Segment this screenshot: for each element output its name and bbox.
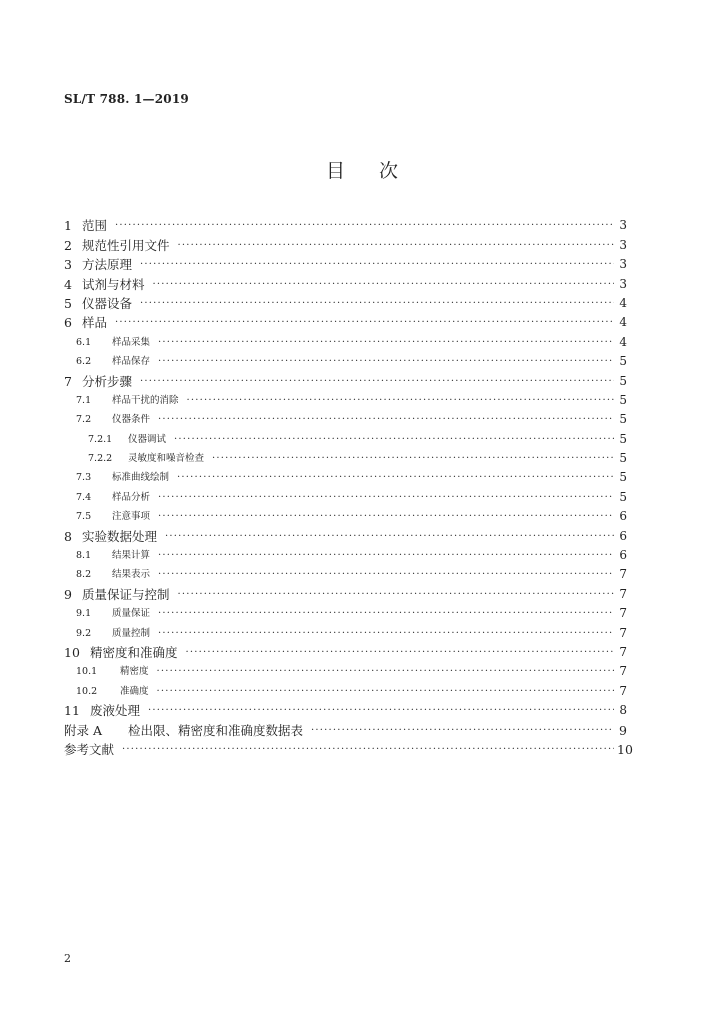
toc-entry[interactable] xyxy=(64,584,627,603)
toc-entry-number: 10 xyxy=(64,644,80,660)
toc-leader-dots xyxy=(178,236,614,255)
toc-entry[interactable] xyxy=(64,526,627,545)
toc-entry-number: 6 xyxy=(64,315,72,331)
toc-leader-dots xyxy=(158,604,614,623)
toc-leader-dots xyxy=(158,565,614,584)
toc-entry-number: 6.2 xyxy=(76,356,92,368)
toc-entry-number: 附录 A xyxy=(64,722,103,738)
toc-entry[interactable] xyxy=(64,429,627,448)
toc-leader-dots xyxy=(158,507,614,526)
toc-entry-title: 标准曲线绘制 xyxy=(112,472,170,484)
toc-entry[interactable] xyxy=(64,332,627,351)
toc-leader-dots xyxy=(115,216,614,235)
toc-entry[interactable] xyxy=(64,352,627,371)
toc-entry[interactable] xyxy=(64,391,627,410)
toc-entry-page: 9 xyxy=(619,722,627,738)
toc-entry[interactable] xyxy=(64,371,627,390)
toc-entry-title: 样品采集 xyxy=(112,336,151,348)
toc-entry-page: 5 xyxy=(619,373,627,388)
toc-entry[interactable] xyxy=(64,449,627,468)
toc-leader-dots xyxy=(186,643,614,662)
toc-entry[interactable] xyxy=(64,565,627,584)
toc-entry-number: 8 xyxy=(64,528,72,544)
toc-leader-dots xyxy=(158,352,614,371)
toc-entry-title: 范围 xyxy=(82,218,108,234)
toc-entry-title: 样品 xyxy=(82,315,108,331)
toc-entry-title: 参考文献 xyxy=(64,741,115,757)
toc-entry-number: 7.2.1 xyxy=(88,433,113,445)
toc-entry-number: 7.1 xyxy=(76,394,92,406)
toc-entry[interactable] xyxy=(64,720,627,739)
toc-entry-page: 6 xyxy=(619,509,627,524)
toc-entry-number: 8.2 xyxy=(76,569,92,581)
toc-entry[interactable] xyxy=(64,274,627,293)
toc-entry-title: 结果计算 xyxy=(112,550,151,562)
toc-leader-dots xyxy=(148,701,614,720)
toc-entry-title: 样品分析 xyxy=(112,491,151,503)
toc-leader-dots xyxy=(140,255,614,274)
toc-entry-number: 7.4 xyxy=(76,491,92,503)
toc-entry[interactable] xyxy=(64,681,627,700)
toc-entry-page: 5 xyxy=(619,451,627,466)
toc-entry-title: 仪器调试 xyxy=(128,433,167,445)
toc-entry-page: 5 xyxy=(619,470,627,485)
toc-entry-title: 规范性引用文件 xyxy=(82,237,170,253)
toc-entry-number: 7.2 xyxy=(76,414,92,426)
toc-entry-number: 7.2.2 xyxy=(88,453,113,465)
toc-entry-number: 1 xyxy=(64,218,72,234)
toc-entry-title: 精密度 xyxy=(120,666,149,678)
toc-entry-page: 3 xyxy=(619,237,627,252)
toc-entry-page: 3 xyxy=(619,257,627,272)
toc-entry-page: 7 xyxy=(619,567,627,582)
toc-entry-title: 精密度和准确度 xyxy=(90,644,178,660)
toc-entry[interactable] xyxy=(64,507,627,526)
toc-entry-title: 注意事项 xyxy=(112,511,151,523)
toc-leader-dots xyxy=(187,391,614,410)
toc-entry-page: 7 xyxy=(619,625,627,640)
toc-entry-page: 7 xyxy=(619,644,627,659)
toc-entry-title: 实验数据处理 xyxy=(82,528,158,544)
standard-code: SL/T 788. 1—2019 xyxy=(64,92,189,106)
toc-leader-dots xyxy=(158,546,614,565)
toc-entry-title: 仪器设备 xyxy=(82,295,133,311)
toc-entry[interactable] xyxy=(64,604,627,623)
toc-entry[interactable] xyxy=(64,294,627,313)
toc-entry-number: 9.2 xyxy=(76,627,92,639)
toc-entry-title: 样品保存 xyxy=(112,356,151,368)
toc-leader-dots xyxy=(177,468,614,487)
toc-entry[interactable] xyxy=(64,313,627,332)
toc-entry-page: 5 xyxy=(619,354,627,369)
toc-leader-dots xyxy=(157,662,614,681)
toc-entry-number: 4 xyxy=(64,276,72,292)
toc-leader-dots xyxy=(174,430,614,449)
toc-entry-number: 7.5 xyxy=(76,511,92,523)
toc-entry[interactable] xyxy=(64,216,627,235)
toc-entry[interactable] xyxy=(64,235,627,254)
page-number: 2 xyxy=(64,952,71,965)
toc-entry[interactable] xyxy=(64,662,627,681)
toc-entry-page: 5 xyxy=(619,431,627,446)
toc-leader-dots xyxy=(165,527,614,546)
toc-entry-page: 3 xyxy=(619,218,627,233)
toc-entry-page: 4 xyxy=(619,334,627,349)
toc-entry[interactable] xyxy=(64,740,633,759)
toc-entry[interactable] xyxy=(64,701,627,720)
toc-entry[interactable] xyxy=(64,487,627,506)
toc-leader-dots xyxy=(153,275,614,294)
toc-entry-number: 10.2 xyxy=(76,685,98,697)
toc-leader-dots xyxy=(158,624,614,643)
toc-entry-title: 废液处理 xyxy=(90,703,141,719)
toc-entry-number: 3 xyxy=(64,257,72,273)
toc-entry[interactable] xyxy=(64,468,627,487)
toc-entry[interactable] xyxy=(64,643,627,662)
toc-entry-title: 检出限、精密度和准确度数据表 xyxy=(128,722,304,738)
toc-entry-page: 6 xyxy=(619,548,627,563)
toc-entry[interactable] xyxy=(64,255,627,274)
toc-entry-title: 结果表示 xyxy=(112,569,151,581)
toc-leader-dots xyxy=(140,372,614,391)
toc-entry-page: 4 xyxy=(619,295,627,310)
toc-entry[interactable] xyxy=(64,410,627,429)
toc-entry-title: 灵敏度和噪音检查 xyxy=(128,453,205,465)
toc-entry-title: 样品干扰的消除 xyxy=(112,394,179,406)
toc-entry-number: 7 xyxy=(64,373,72,389)
toc-entry-page: 8 xyxy=(619,703,627,718)
toc-entry-number: 8.1 xyxy=(76,550,92,562)
toc-entry-number: 7.3 xyxy=(76,472,92,484)
toc-entry-number: 9 xyxy=(64,586,72,602)
toc-leader-dots xyxy=(157,682,614,701)
toc-entry-page: 10 xyxy=(617,741,633,757)
toc-entry-page: 5 xyxy=(619,489,627,504)
toc-entry-page: 3 xyxy=(619,276,627,291)
toc-entry-title: 质量保证与控制 xyxy=(82,586,170,602)
toc-entry-page: 7 xyxy=(619,664,627,679)
toc-leader-dots xyxy=(115,313,614,332)
toc-entry-title: 试剂与材料 xyxy=(82,276,145,292)
toc-entry-number: 9.1 xyxy=(76,608,92,620)
toc-entry[interactable] xyxy=(64,623,627,642)
toc-entry-page: 5 xyxy=(619,412,627,427)
toc-entry-number: 10.1 xyxy=(76,666,98,678)
toc-title: 目次 xyxy=(325,160,432,182)
toc-entry-title: 仪器条件 xyxy=(112,414,151,426)
table-of-contents xyxy=(64,216,633,759)
toc-entry-page: 7 xyxy=(619,586,627,601)
toc-leader-dots xyxy=(158,488,614,507)
toc-leader-dots xyxy=(212,449,614,468)
toc-leader-dots xyxy=(178,585,614,604)
toc-entry-page: 7 xyxy=(619,683,627,698)
toc-entry-page: 4 xyxy=(619,315,627,330)
toc-leader-dots xyxy=(140,294,614,313)
toc-entry-number: 2 xyxy=(64,237,72,253)
toc-entry-title: 质量控制 xyxy=(112,627,151,639)
toc-entry-number: 5 xyxy=(64,295,72,311)
toc-entry[interactable] xyxy=(64,546,627,565)
toc-leader-dots xyxy=(122,740,614,759)
toc-entry-number: 6.1 xyxy=(76,336,92,348)
toc-entry-title: 分析步骤 xyxy=(82,373,133,389)
toc-entry-title: 质量保证 xyxy=(112,608,151,620)
toc-entry-title: 准确度 xyxy=(120,685,149,697)
toc-entry-page: 6 xyxy=(619,528,627,543)
toc-entry-page: 7 xyxy=(619,606,627,621)
toc-leader-dots xyxy=(158,333,614,352)
toc-leader-dots xyxy=(311,721,614,740)
toc-leader-dots xyxy=(158,410,614,429)
toc-entry-number: 11 xyxy=(64,703,80,719)
toc-entry-title: 方法原理 xyxy=(82,257,133,273)
toc-entry-page: 5 xyxy=(619,392,627,407)
